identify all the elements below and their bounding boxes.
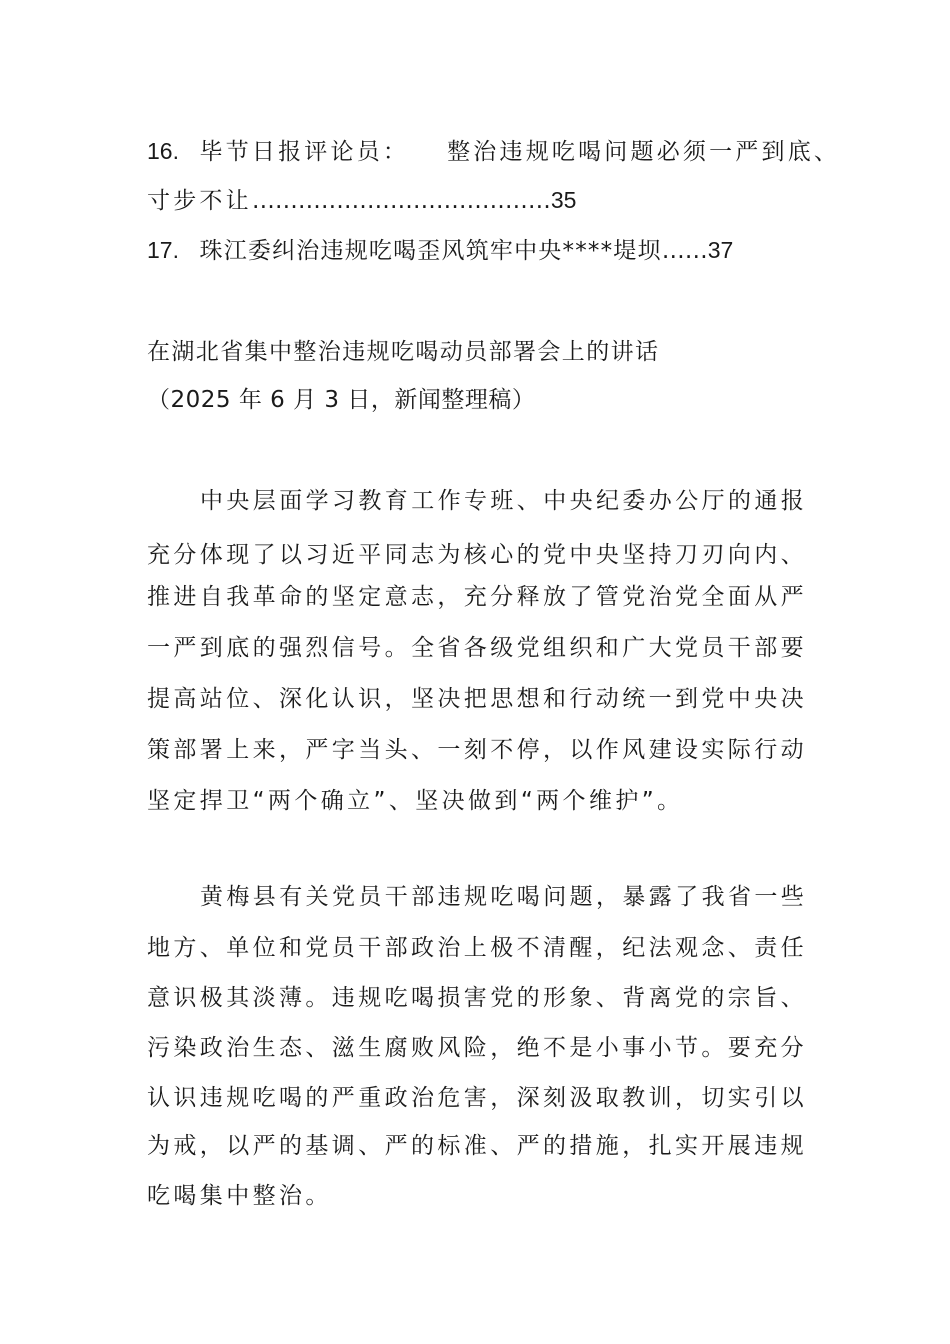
toc-leader-dots: ……: [661, 238, 708, 264]
article-title: 在湖北省集中整治违规吃喝动员部署会上的讲话: [147, 339, 660, 365]
toc-leader-dots: …………………………………: [251, 188, 551, 214]
paragraph-1-line-6: 策部署上来，严字当头、一刻不停，以作风建设实际行动: [147, 737, 807, 763]
paragraph-1-line-4: 一严到底的强烈信号。全省各级党组织和广大党员干部要: [147, 635, 807, 661]
paragraph-1-line-3: 推进自我革命的坚定意志，充分释放了管党治党全面从严: [147, 584, 807, 610]
paragraph-2-line-2: 地方、单位和党员干部政治上极不清醒，纪法观念、责任: [147, 935, 807, 961]
paragraph-2-line-7: 吃喝集中整治。: [147, 1183, 332, 1209]
toc-item-title: 毕节日报评论员：: [199, 139, 410, 165]
toc-item-number: 17.: [147, 237, 179, 263]
toc-page-number: 35: [550, 187, 577, 213]
toc-item-16-line2: [147, 185, 576, 216]
toc-item-title-wrap: 寸步不让: [147, 188, 252, 214]
paragraph-2-line-6: 为戒，以严的基调、严的标准、严的措施，扎实开展违规: [147, 1133, 807, 1159]
toc-item-title: 珠江委纠治违规吃喝歪风筑牢中央****堤坝: [199, 238, 662, 264]
toc-item-16-line1: [147, 136, 840, 167]
toc-item-number: 16.: [147, 138, 179, 164]
paragraph-1-line-2: 充分体现了以习近平同志为核心的党中央坚持刀刃向内、: [147, 542, 807, 568]
paragraph-1-line-5: 提高站位、深化认识，坚决把思想和行动统一到党中央决: [147, 686, 807, 712]
toc-item-title-cont: 整治违规吃喝问题必须一严到底、: [447, 139, 841, 165]
toc-item-17: [147, 235, 733, 266]
paragraph-2-line-5: 认识违规吃喝的严重政治危害，深刻汲取教训，切实引以: [147, 1085, 807, 1111]
paragraph-1-line-7: 坚定捍卫“两个确立”、坚决做到“两个维护”。: [147, 788, 684, 814]
paragraph-2-line-4: 污染政治生态、滋生腐败风险，绝不是小事小节。要充分: [147, 1035, 807, 1061]
toc-page-number: 37: [707, 237, 734, 263]
paragraph-2-line-1: 黄梅县有关党员干部违规吃喝问题，暴露了我省一些: [200, 884, 808, 910]
paragraph-1-line-1: 中央层面学习教育工作专班、中央纪委办公厅的通报: [200, 488, 808, 514]
article-subtitle: （2025 年 6 月 3 日，新闻整理稿）: [147, 387, 536, 413]
paragraph-2-line-3: 意识极其淡薄。违规吃喝损害党的形象、背离党的宗旨、: [147, 985, 807, 1011]
